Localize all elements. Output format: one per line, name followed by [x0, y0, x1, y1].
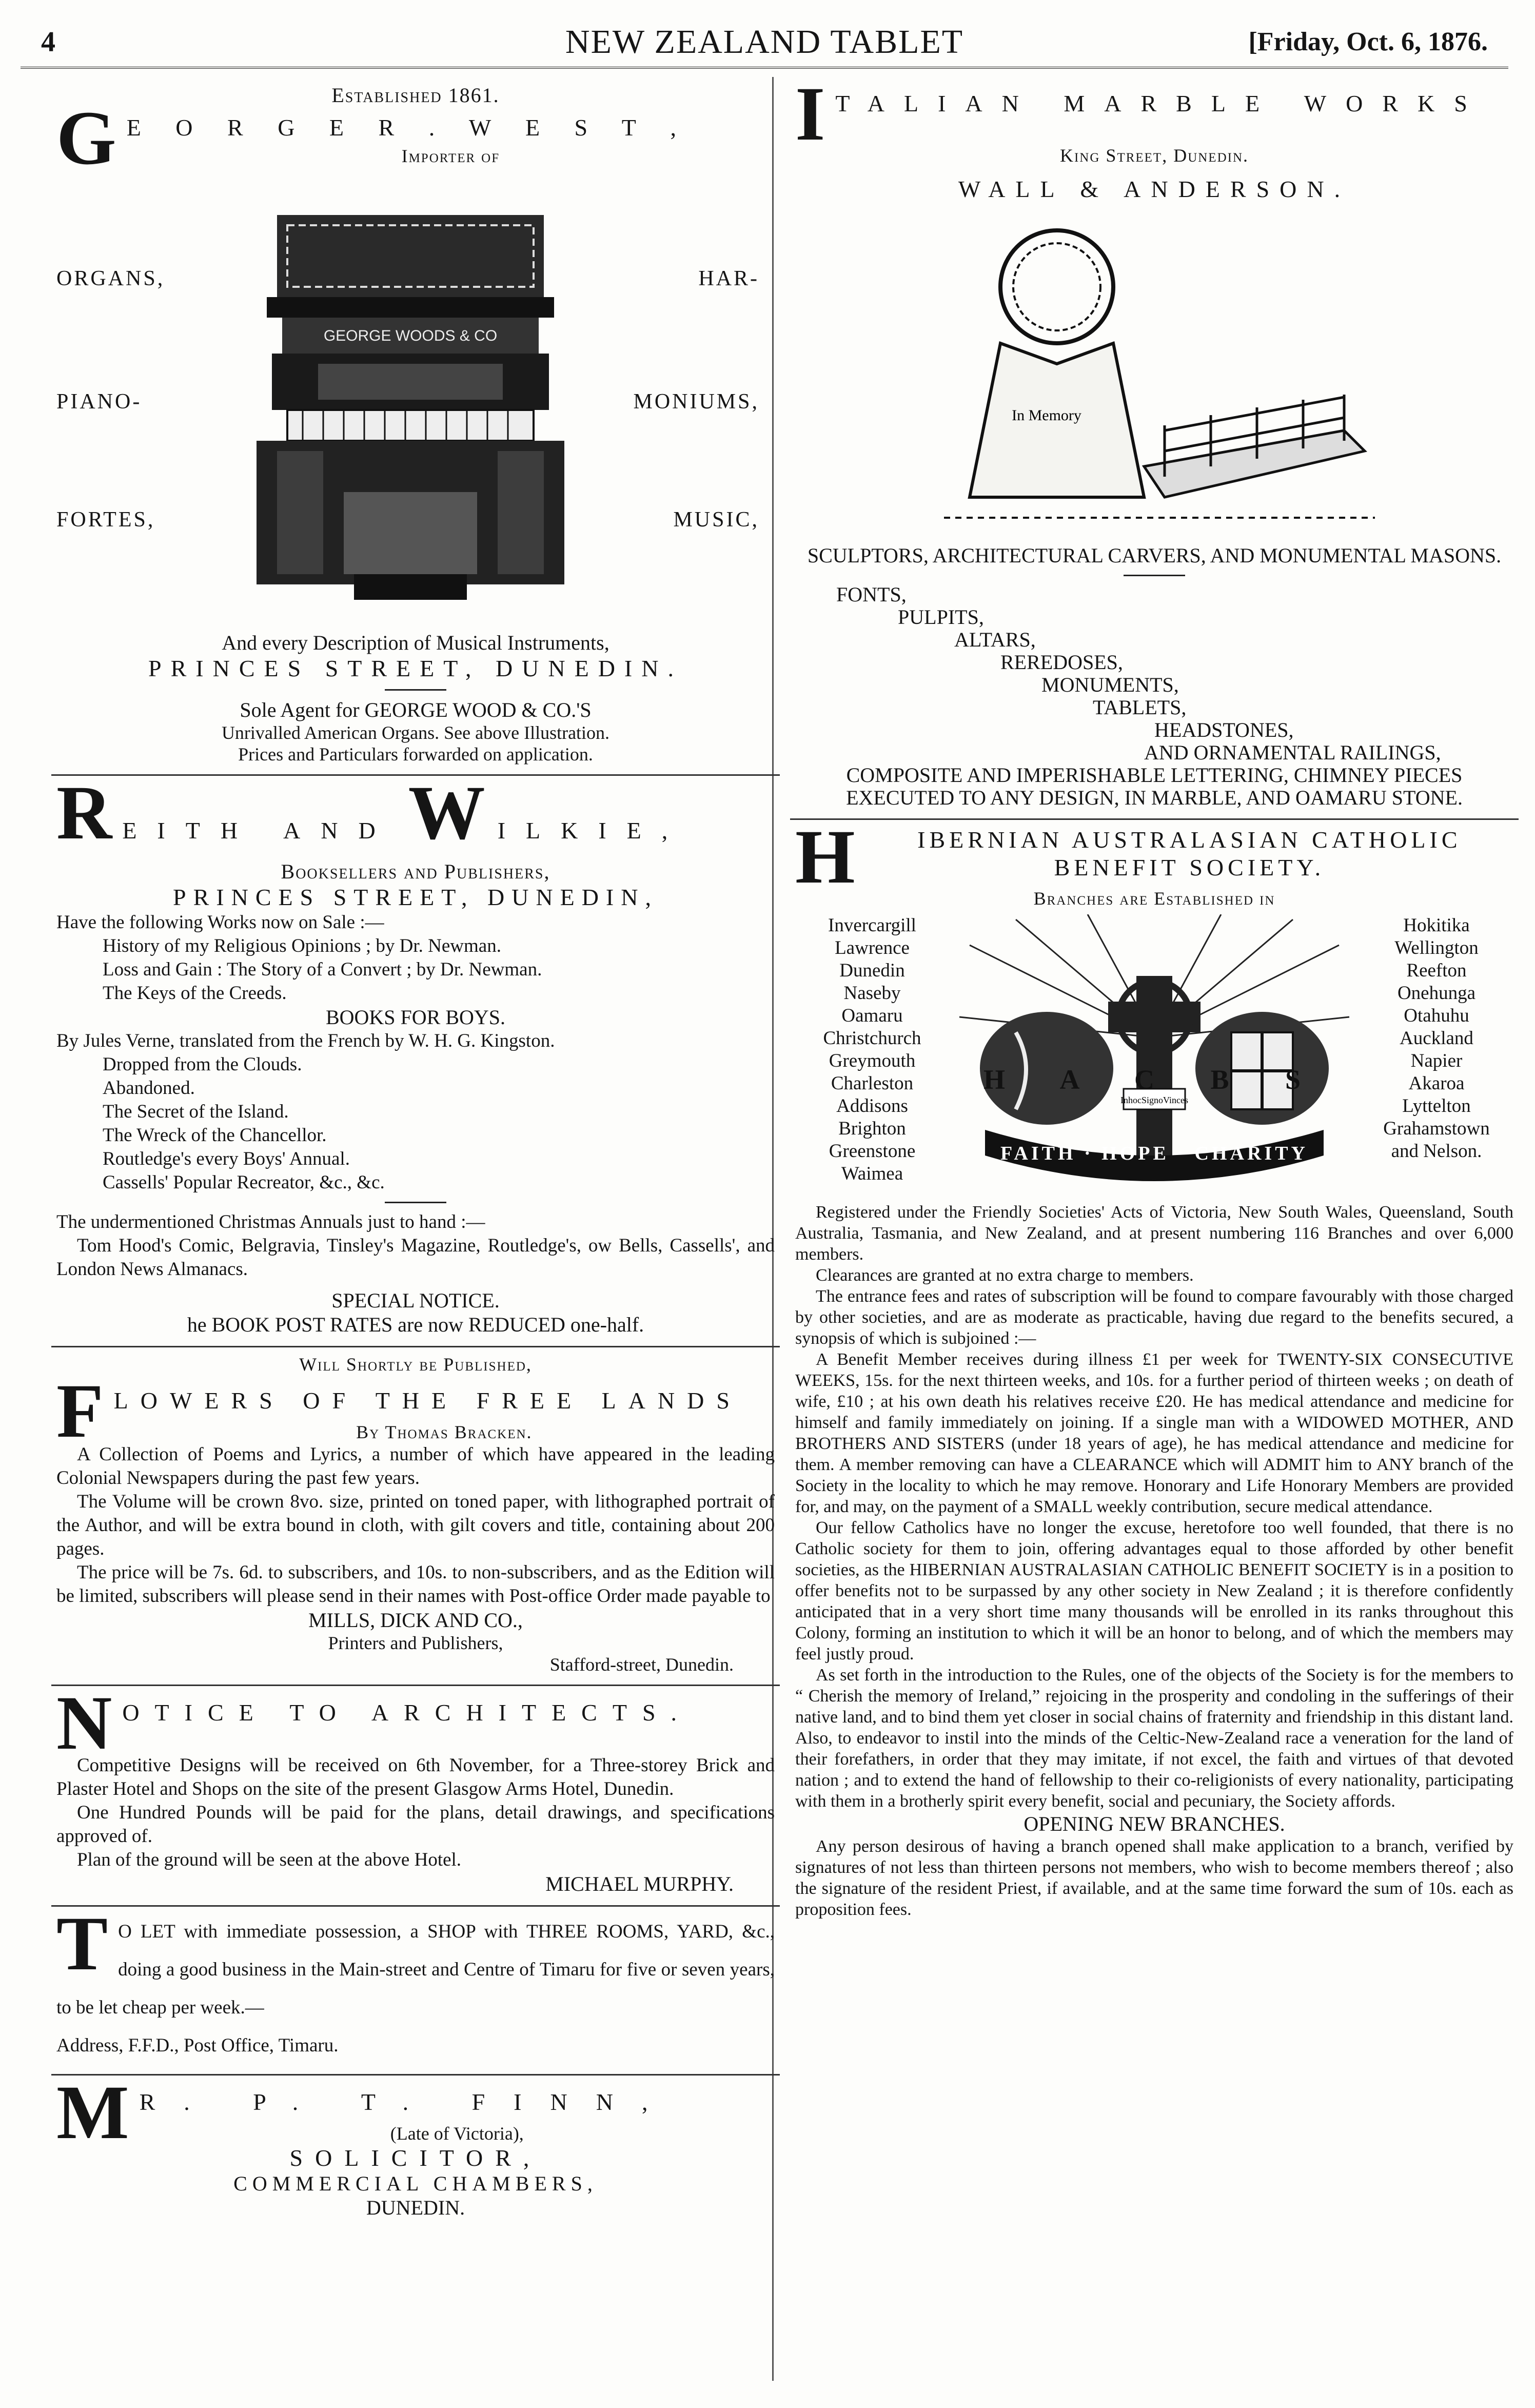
reith-wilkie-ad: [51, 776, 780, 1347]
branch-town: Hokitika: [1403, 915, 1470, 936]
monument-illustration: [923, 210, 1385, 538]
organ-label-moniums: MONIUMS,: [633, 390, 759, 414]
finn-name: R. P. T. FINN,: [139, 2089, 677, 2115]
page-number: 4: [41, 26, 55, 58]
hibernian-p4: A Benefit Member receives during illness £1 per week for TWENTY-SIX CONSECUTIVE WEEKS, 15s. for the next thirteen weeks, and 10s. for a further period of thirteen weeks ; on death of wife, £10 ; at his own death his relatives receive £20. He has medical attendance and medicine for himself and family immediately on joining. If a single man with a WIDOWED MOTHER, AND BROTHERS AND SISTERS (under 18 years of age), he has medical attendance and medicine for them. A member removing can have a CLEARANCE which will ADMIT him to ANY branch of the Society in the locality to which he may remove. Honorary and Life Honorary Members are provided for, and may, on the payment of a SMALL weekly contribution, secure medical attendance.: [795, 1350, 1513, 1516]
architects-p1: Competitive Designs will be received on 6th November, for a Three-storey Brick and Plaster Hotel and Shops on the site of the present Glasgow Arms Hotel, Dunedin.: [56, 1755, 775, 1799]
branch-town: Grahamstown: [1383, 1118, 1490, 1139]
marble-title: TALIAN MARBLE WORKS: [835, 90, 1487, 116]
list-item: Abandoned.: [103, 1078, 195, 1099]
emblem-banner: FAITH · HOPE · CHARITY: [1000, 1143, 1309, 1164]
organ-maker-label: GEORGE WOODS & CO: [323, 327, 498, 344]
west-name: E O R G E R . W E S T ,: [126, 114, 691, 141]
branch-town: Waimea: [841, 1163, 903, 1184]
marble-products: [795, 583, 1513, 764]
marble-firm: WALL & ANDERSON.: [958, 176, 1351, 202]
list-item: The Wreck of the Chancellor.: [103, 1125, 327, 1146]
branch-town: Oamaru: [841, 1005, 903, 1026]
branch-town: Reefton: [1406, 960, 1467, 981]
books-for-boys-heading: BOOKS FOR BOYS.: [325, 1006, 506, 1029]
newspaper-page: [21, 21, 1513, 2391]
marble-drop-cap: I: [795, 83, 825, 145]
wilkie-drop-cap: W: [408, 782, 485, 855]
west-agent: Sole Agent for GEORGE WOOD & CO.'S: [240, 698, 592, 721]
west-established: Established 1861.: [331, 84, 500, 107]
list-item: Loss and Gain : The Story of a Convert ; by Dr. Newman.: [103, 959, 542, 980]
branch-town: Charleston: [831, 1073, 914, 1094]
branch-town: and Nelson.: [1391, 1141, 1482, 1162]
flowers-ad: [51, 1347, 780, 1686]
branches-right-list: [1360, 914, 1513, 1163]
publisher-address: Stafford-street, Dunedin.: [549, 1654, 734, 1675]
masthead: [21, 21, 1508, 69]
annuals-list: Tom Hood's Comic, Belgravia, Tinsley's Magazine, Routledge's, ow Bells, Cassells', and London News Almanacs.: [56, 1235, 775, 1280]
branch-town: Napier: [1410, 1050, 1463, 1071]
branch-town: Christchurch: [823, 1028, 921, 1049]
flowers-drop-cap: F: [56, 1380, 104, 1443]
hibernian-p2: Clearances are granted at no extra charge to members.: [816, 1266, 1194, 1285]
west-ad: [51, 77, 780, 776]
branch-town: Lyttelton: [1402, 1095, 1471, 1117]
list-item: The Keys of the Creeds.: [103, 983, 287, 1004]
branch-town: Dunedin: [839, 960, 905, 981]
reith-street: PRINCES STREET, DUNEDIN,: [173, 884, 658, 910]
organ-illustration: [257, 184, 564, 620]
reith-works-list: [56, 934, 775, 1005]
list-item: History of my Religious Opinions ; by Dr. Newman.: [103, 935, 501, 956]
boys-books-list: [56, 1053, 775, 1195]
finn-chambers: COMMERCIAL CHAMBERS,: [233, 2172, 598, 2195]
architects-ad: [51, 1686, 780, 1907]
to-let-drop-cap: T: [56, 1913, 108, 1986]
hibernian-p3: The entrance fees and rates of subscription will be found to compare favourably with those charged by other societies, and are as moderate as practicable, having due regard to the benefits secured, a synopsis of which is subjoined :—: [795, 1287, 1513, 1348]
reith-word: EITH AND: [122, 817, 396, 844]
to-let-ad: [51, 1907, 780, 2076]
flowers-p1: A Collection of Poems and Lyrics, a number of which have appeared in the leading Colonial Newspapers during the past few years.: [56, 1444, 775, 1489]
flowers-author: By Thomas Bracken.: [356, 1422, 533, 1442]
right-column: [790, 77, 1519, 1929]
product-item: PULPITS,: [898, 605, 984, 629]
to-let-text: O LET with immediate possession, a SHOP with THREE ROOMS, YARD, &c., doing a good business in the Main-street and Centre of Timaru for five or seven years, to be let cheap per week.—: [56, 1921, 775, 2018]
flowers-title: LOWERS OF THE FREE LANDS: [113, 1387, 742, 1414]
branch-town: Greenstone: [829, 1141, 916, 1162]
reith-subtitle: Booksellers and Publishers,: [281, 860, 550, 883]
hibernian-p1: Registered under the Friendly Societies' Acts of Victoria, New South Wales, Queensland, South Australia, Tasmania, and New Zealand, and at present numbering 116 Branches and over 6,000 members.: [795, 1203, 1513, 1264]
product-item: FONTS,: [836, 583, 907, 606]
product-item: ALTARS,: [954, 628, 1036, 651]
divider: [385, 689, 446, 691]
product-item: HEADSTONES,: [1154, 718, 1294, 741]
branch-town: Auckland: [1400, 1028, 1473, 1049]
wilkie-word: ILKIE,: [497, 817, 688, 844]
hibernian-title: IBERNIAN AUSTRALASIAN CATHOLIC BENEFIT SOCIETY.: [917, 827, 1462, 880]
product-item: MONUMENTS,: [1041, 673, 1179, 696]
list-item: Cassells' Popular Recreator, &c., &c.: [103, 1172, 385, 1193]
branch-town: Greymouth: [829, 1050, 916, 1071]
opening-branches-heading: OPENING NEW BRANCHES.: [1024, 1812, 1285, 1835]
list-item: Routledge's every Boys' Annual.: [103, 1148, 350, 1169]
reith-drop-cap: R: [56, 782, 112, 855]
west-street: PRINCES STREET, DUNEDIN.: [148, 655, 683, 681]
hibernian-ad: [790, 820, 1519, 1929]
emblem-letters: H A C B S: [983, 1064, 1326, 1095]
special-notice-text: he BOOK POST RATES are now REDUCED one-half.: [187, 1313, 644, 1336]
flowers-p3: The price will be 7s. 6d. to subscribers, and 10s. to non-subscribers, and as the Edition will be limited, subscribers will please send in their names with Post-office Order made payable to: [56, 1562, 775, 1607]
hibernian-drop-cap: H: [795, 826, 855, 888]
branch-town: Brighton: [838, 1118, 906, 1139]
publisher-role: Printers and Publishers,: [328, 1633, 503, 1653]
emblem-motto: InhocSignoVinces: [1120, 1095, 1188, 1105]
special-notice-heading: SPECIAL NOTICE.: [331, 1289, 500, 1312]
architects-p3: Plan of the ground will be seen at the above Hotel.: [77, 1849, 462, 1870]
divider: [385, 1202, 446, 1203]
product-item: REREDOSES,: [1000, 651, 1123, 674]
finn-town: DUNEDIN.: [366, 2196, 465, 2219]
left-column: [51, 77, 780, 2229]
organ-label-organs: ORGANS,: [56, 267, 165, 290]
architects-drop-cap: N: [56, 1692, 112, 1754]
finn-ad: [51, 2076, 780, 2229]
newspaper-title: NEW ZEALAND TABLET: [565, 23, 964, 61]
divider: [1124, 575, 1185, 576]
west-prices: Prices and Particulars forwarded on application.: [238, 744, 593, 765]
product-item: TABLETS,: [1093, 696, 1187, 719]
branch-town: Addisons: [836, 1095, 908, 1117]
organ-label-piano: PIANO-: [56, 390, 142, 414]
flowers-pre: Will Shortly be Published,: [299, 1354, 532, 1375]
organ-label-fortes: FORTES,: [56, 508, 155, 532]
branch-town: Lawrence: [835, 937, 910, 958]
architects-title: OTICE TO ARCHITECTS.: [122, 1699, 693, 1726]
architects-p2: One Hundred Pounds will be paid for the plans, detail drawings, and specifications approved of.: [56, 1802, 775, 1847]
marble-closing: COMPOSITE AND IMPERISHABLE LETTERING, CHIMNEY PIECES EXECUTED TO ANY DESIGN, IN MARBLE, AND OAMARU STONE.: [846, 763, 1463, 809]
branch-town: Onehunga: [1397, 983, 1476, 1004]
branch-town: Otahuhu: [1404, 1005, 1469, 1026]
annuals-intro: The undermentioned Christmas Annuals just to hand :—: [56, 1211, 485, 1232]
flowers-p2: The Volume will be crown 8vo. size, printed on toned paper, with lithographed portrait of the Author, and will be extra bound in cloth, with gilt covers and title, containing about 200 pages.: [56, 1491, 775, 1559]
product-item: AND ORNAMENTAL RAILINGS,: [1144, 741, 1441, 764]
branch-town: Naseby: [843, 983, 901, 1004]
hibernian-p6: As set forth in the introduction to the Rules, one of the objects of the Society is for the members to “ Cherish the memory of Ireland,” rejoicing in the prosperity and condoling in the sufferings of their native land, and to bind them yet closer in social chains of fraternity and friendship in this distant land. Also, to endeavor to instil into the minds of the Celtic-New-Zealand race a veneration for the land of their forefathers, in order that they may imitate, if not excel, the faith and virtues of that devoted nation ; and to extend the hand of fellowship to their co-religionists of every nationality, participating with them in a brotherly spirit every benefit, social and pecuniary, the Society affords.: [795, 1666, 1513, 1811]
finn-solicitor: SOLICITOR,: [289, 2145, 542, 2171]
hibernian-p7: Any person desirous of having a branch opened shall make application to a branch, verified by signatures of not less than thirteen persons not members, who wish to become members thereof ; also the signature of the resident Priest, if available, and at the same time forward the sum of 10s. each as proposition fees.: [795, 1837, 1513, 1919]
publisher-name: MILLS, DICK AND CO.,: [308, 1609, 523, 1632]
branches-intro: Branches are Established in: [1033, 888, 1275, 909]
finn-late: (Late of Victoria),: [390, 2123, 524, 2144]
issue-date: [Friday, Oct. 6, 1876.: [1248, 27, 1488, 56]
organ-label-music: MUSIC,: [673, 508, 759, 532]
west-organs: Unrivalled American Organs. See above Illustration.: [221, 722, 610, 743]
sculptors-line: SCULPTORS, ARCHITECTURAL CARVERS, AND MONUMENTAL MASONS.: [807, 544, 1502, 567]
list-item: Dropped from the Clouds.: [103, 1054, 302, 1075]
branches-left-list: [795, 914, 949, 1185]
west-importer: Importer of: [401, 146, 500, 166]
branch-town: Akaroa: [1408, 1073, 1465, 1094]
architects-signature: MICHAEL MURPHY.: [545, 1872, 734, 1895]
branches-block: [795, 914, 1513, 1202]
finn-drop-cap: M: [56, 2082, 129, 2144]
list-item: The Secret of the Island.: [103, 1101, 289, 1122]
organ-label-har: HAR-: [698, 267, 759, 290]
west-description: And every Description of Musical Instruments,: [222, 631, 609, 654]
branch-town: Invercargill: [828, 915, 916, 936]
verne-line: By Jules Verne, translated from the French by W. H. G. Kingston.: [56, 1030, 555, 1051]
society-emblem: [954, 914, 1354, 1202]
hibernian-p5: Our fellow Catholics have no longer the excuse, heretofore too well founded, that there is no Catholic society for them to join, offering advantages equal to those afforded by other benefit societies, as the HIBERNIAN AUSTRALASIAN CATHOLIC BENEFIT SOCIETY is in a position to offer benefits not to be surpassed by any other society in New Zealand ; it is therefore confidently anticipated that in a very short time many thousands will be enrolled in its ranks throughout this Colony, forming an institution to which it will be an honor to belong, and of which the members may feel justly proud.: [795, 1518, 1513, 1663]
marble-works-ad: [790, 77, 1519, 820]
organ-illustration-area: [56, 174, 775, 631]
west-drop-cap: G: [56, 107, 116, 169]
monument-inscription: In Memory: [1012, 407, 1081, 424]
marble-street: King Street, Dunedin.: [1059, 145, 1249, 166]
to-let-address: Address, F.F.D., Post Office, Timaru.: [56, 2035, 339, 2056]
branch-town: Wellington: [1394, 937, 1479, 958]
reith-intro: Have the following Works now on Sale :—: [56, 912, 384, 933]
